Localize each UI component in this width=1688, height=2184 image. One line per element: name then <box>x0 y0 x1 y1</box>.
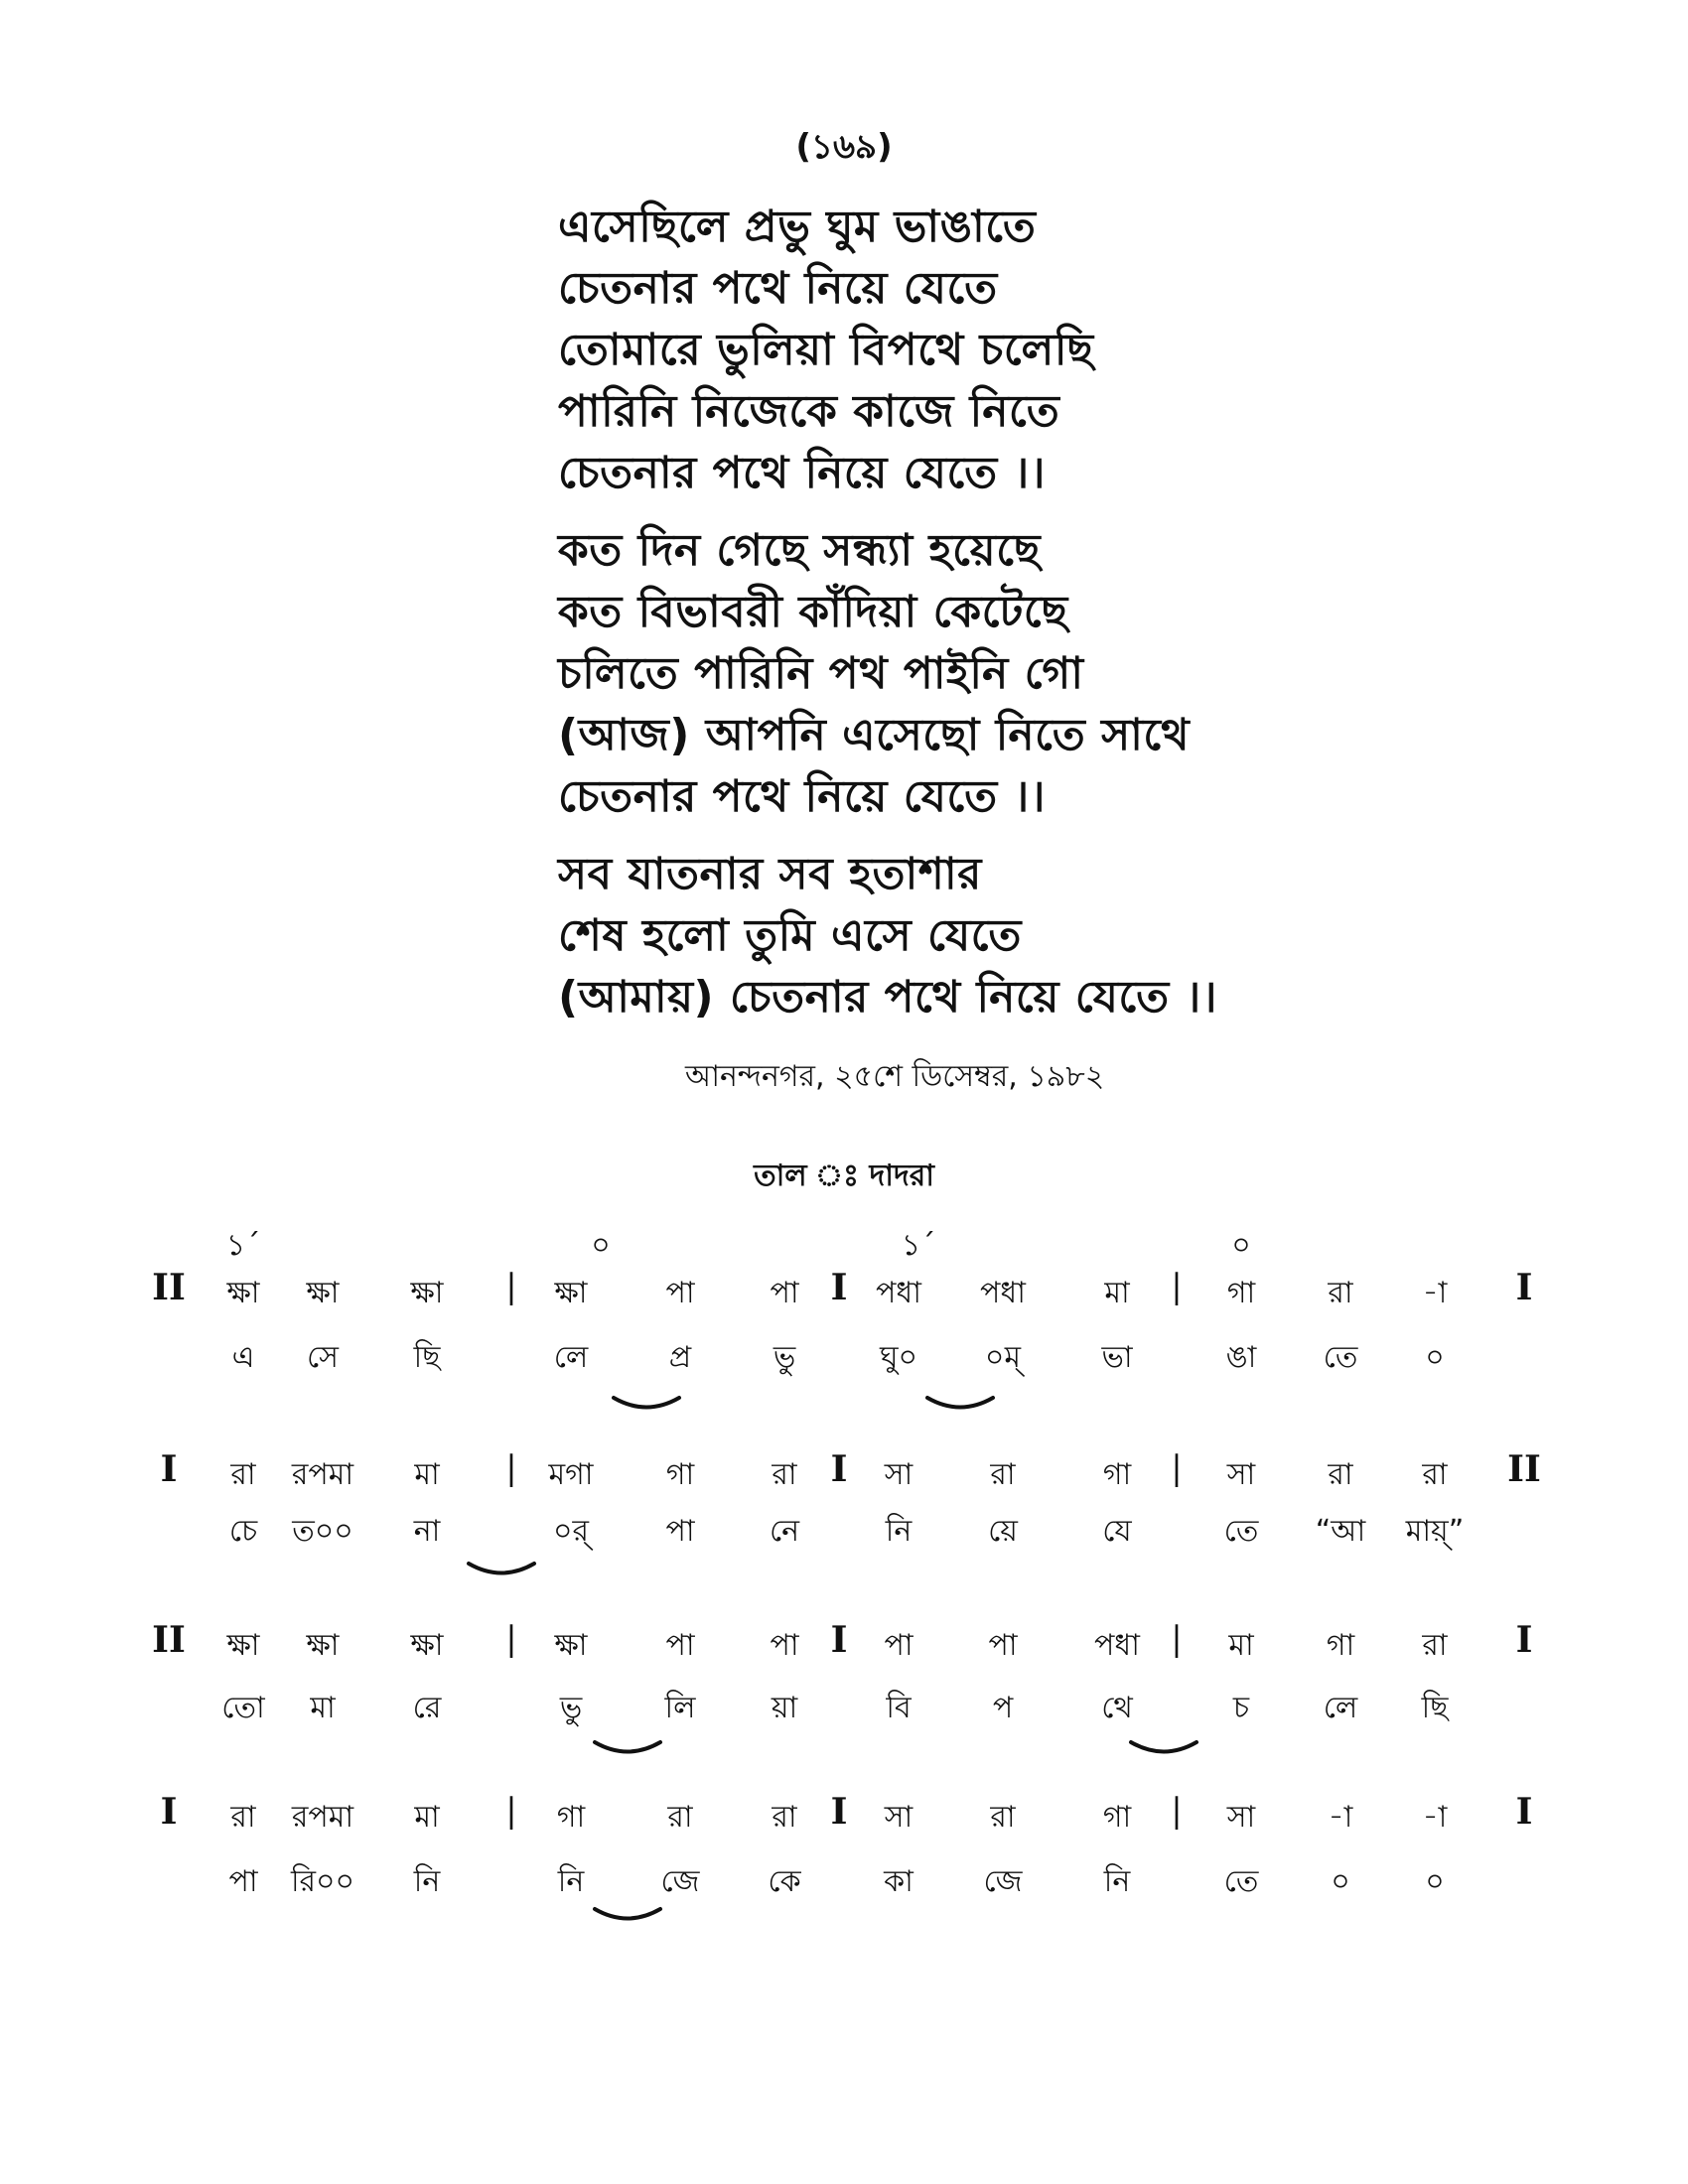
lyric-syllable: পা <box>228 1864 258 1899</box>
lyric-syllable: প্র <box>668 1340 692 1375</box>
note-cell: ক্ষা <box>410 1628 444 1663</box>
lyric-syllable: জে <box>983 1864 1023 1899</box>
page-number: (১৬৯) <box>795 127 893 167</box>
verse-line: চেতনার পথে নিয়ে যেতে ।। <box>558 448 1046 498</box>
note-cell: রা <box>772 1800 797 1835</box>
lyric-syllable: তো <box>221 1691 265 1725</box>
bar-line-start: II <box>152 1619 186 1661</box>
lyric-syllable: তে <box>1223 1864 1259 1899</box>
lyric-syllable: ০র্ <box>552 1514 589 1549</box>
lyric-syllable: চ <box>1232 1691 1250 1725</box>
slur-mark <box>611 1395 682 1415</box>
lyric-syllable: ভা <box>1101 1340 1133 1375</box>
lyric-syllable: ভু <box>773 1340 796 1375</box>
lyric-syllable: কে <box>768 1864 801 1899</box>
verse-line: শেষ হলো তুমি এসে যেতে <box>558 910 1022 961</box>
slur-mark <box>592 1906 663 1926</box>
lyric-syllable: ভু <box>559 1691 583 1725</box>
note-cell: রা <box>1328 1457 1353 1492</box>
note-cell: ক্ষা <box>554 1628 588 1663</box>
lyric-syllable: থে <box>1101 1691 1133 1725</box>
note-cell: রা <box>1328 1276 1353 1310</box>
note-cell: রা <box>990 1457 1016 1492</box>
note-cell: পা <box>770 1276 799 1310</box>
bar-line-end: II <box>1507 1448 1541 1490</box>
verse-line: (আজ) আপনি এসেছো নিতে সাথে <box>558 710 1191 760</box>
note-cell: মা <box>414 1457 440 1492</box>
note-cell: গা <box>1326 1628 1355 1663</box>
lyric-syllable: চে <box>228 1514 258 1549</box>
note-cell: মা <box>1104 1276 1130 1310</box>
slur-mark <box>466 1561 537 1580</box>
note-cell: মা <box>414 1800 440 1835</box>
bar-line: | <box>505 1619 517 1659</box>
lyric-syllable: না <box>413 1514 441 1549</box>
note-cell: গা <box>1102 1800 1132 1835</box>
verse-line: কত দিন গেছে সন্ধ্যা হয়েছে <box>558 525 1042 576</box>
note-cell: রপমা <box>291 1800 354 1835</box>
lyric-syllable: কা <box>884 1864 914 1899</box>
lyric-syllable: মায়্” <box>1405 1514 1465 1549</box>
lyric-syllable: লে <box>1323 1691 1358 1725</box>
bar-line: | <box>505 1791 517 1831</box>
verse-line: এসেছিলে প্রভু ঘুম ভাঙাতে <box>558 202 1037 252</box>
note-cell: রা <box>990 1800 1016 1835</box>
lyric-syllable: এ <box>231 1340 255 1375</box>
lyric-syllable: লি <box>664 1691 696 1725</box>
note-cell: সা <box>884 1457 914 1492</box>
note-cell: মা <box>1228 1628 1254 1663</box>
lyric-syllable: নে <box>769 1514 800 1549</box>
lyric-syllable: রি০০ <box>290 1864 355 1899</box>
lyric-syllable: তে <box>1323 1340 1358 1375</box>
lyric-syllable: ঙা <box>1225 1340 1257 1375</box>
lyric-syllable: পা <box>665 1514 695 1549</box>
note-cell: রপমা <box>291 1457 354 1492</box>
slur-mark <box>592 1739 663 1759</box>
note-cell: পা <box>665 1628 695 1663</box>
lyric-syllable: লে <box>553 1340 589 1375</box>
taal-heading: তাল ঃ দাদরা <box>754 1159 934 1193</box>
verse-line: পারিনি নিজেকে কাজে নিতে <box>558 386 1060 437</box>
slur-mark <box>924 1395 996 1415</box>
lyric-syllable: ০ম্ <box>984 1340 1022 1375</box>
bar-line-end: I <box>1515 1619 1533 1661</box>
beat-mark: ০ <box>1231 1228 1251 1263</box>
note-cell: -া <box>1422 1276 1448 1310</box>
bar-line-end: I <box>1515 1791 1533 1833</box>
lyric-syllable: নি <box>885 1514 913 1549</box>
stanza-1 <box>558 197 1094 504</box>
lyric-syllable: প <box>992 1691 1014 1725</box>
lyric-syllable: বি <box>886 1691 912 1725</box>
beat-mark: ১´ <box>901 1228 936 1263</box>
bar-line: | <box>1171 1619 1183 1659</box>
stanza-3 <box>558 844 1217 1028</box>
lyric-syllable: “আ <box>1315 1514 1366 1549</box>
note-cell: পধা <box>980 1276 1026 1310</box>
note-cell: পধা <box>1094 1628 1140 1663</box>
note-cell: গা <box>665 1457 695 1492</box>
note-cell: পধা <box>876 1276 921 1310</box>
beat-mark: ০ <box>591 1228 611 1263</box>
bar-line: I <box>830 1791 848 1833</box>
lyric-syllable: ছি <box>1421 1691 1449 1725</box>
note-cell: ক্ষা <box>554 1276 588 1310</box>
bar-line: I <box>830 1267 848 1308</box>
verse-line: তোমারে ভুলিয়া বিপথে চলেছি <box>558 325 1094 375</box>
bar-line: | <box>1171 1267 1183 1306</box>
note-cell: পা <box>665 1276 695 1310</box>
note-cell: সা <box>1226 1800 1256 1835</box>
lyric-syllable: ঘু০ <box>879 1340 918 1375</box>
beat-mark: ১´ <box>225 1228 261 1263</box>
note-cell: ক্ষা <box>306 1628 340 1663</box>
note-cell: ক্ষা <box>226 1628 260 1663</box>
slur-mark <box>1128 1739 1199 1759</box>
lyric-syllable: য়া <box>771 1691 798 1725</box>
lyric-syllable: রে <box>412 1691 442 1725</box>
note-cell: ক্ষা <box>306 1276 340 1310</box>
verse-line: সব যাতনার সব হতাশার <box>558 849 982 899</box>
note-cell: সা <box>884 1800 914 1835</box>
note-cell: পা <box>770 1628 799 1663</box>
bar-line: | <box>505 1267 517 1306</box>
lyric-syllable: নি <box>413 1864 441 1899</box>
bar-line: | <box>1171 1791 1183 1831</box>
note-cell: ক্ষা <box>226 1276 260 1310</box>
note-cell: -া <box>1422 1800 1448 1835</box>
note-cell: রা <box>667 1800 693 1835</box>
note-cell: রা <box>1422 1628 1448 1663</box>
note-cell: সা <box>1226 1457 1256 1492</box>
lyric-syllable: ছি <box>413 1340 441 1375</box>
note-cell: রা <box>1422 1457 1448 1492</box>
note-cell: -া <box>1328 1800 1353 1835</box>
bar-line-start: I <box>160 1448 178 1490</box>
verse-line: চেতনার পথে নিয়ে যেতে ।। <box>558 771 1046 822</box>
note-cell: গা <box>1226 1276 1256 1310</box>
lyric-syllable: ০ <box>1425 1864 1445 1899</box>
note-cell: গা <box>1102 1457 1132 1492</box>
bar-line: I <box>830 1619 848 1661</box>
note-cell: পা <box>884 1628 914 1663</box>
bar-line: | <box>1171 1448 1183 1488</box>
verse-line: চেতনার পথে নিয়ে যেতে <box>558 263 998 314</box>
verse-line: কত বিভাবরী কাঁদিয়া কেটেছে <box>558 587 1068 637</box>
bar-line-start: I <box>160 1791 178 1833</box>
lyric-syllable: যে <box>1102 1514 1132 1549</box>
note-cell: ক্ষা <box>410 1276 444 1310</box>
bar-line-start: II <box>152 1267 186 1308</box>
lyric-syllable: ত০০ <box>292 1514 353 1549</box>
lyric-syllable: য়ে <box>988 1514 1018 1549</box>
lyric-syllable: সে <box>307 1340 339 1375</box>
note-cell: পা <box>988 1628 1018 1663</box>
note-cell: রা <box>772 1457 797 1492</box>
lyric-syllable: জে <box>660 1864 700 1899</box>
bar-line: I <box>830 1448 848 1490</box>
note-cell: গা <box>556 1800 586 1835</box>
bar-line: | <box>505 1448 517 1488</box>
bar-line-end: I <box>1515 1267 1533 1308</box>
note-cell: রা <box>230 1800 256 1835</box>
lyric-syllable: নি <box>1103 1864 1131 1899</box>
verse-line: (আমায়) চেতনার পথে নিয়ে যেতে ।। <box>558 972 1217 1023</box>
lyric-syllable: তে <box>1223 1514 1259 1549</box>
lyric-syllable: ০ <box>1425 1340 1445 1375</box>
stanza-2 <box>558 520 1190 828</box>
lyric-syllable: ০ <box>1331 1864 1350 1899</box>
verse-line: চলিতে পারিনি পথ পাইনি গো <box>558 648 1084 699</box>
lyric-syllable: মা <box>310 1691 336 1725</box>
place-date: আনন্দনগর, ২৫শে ডিসেম্বর, ১৯৮২ <box>685 1059 1105 1094</box>
note-cell: রা <box>230 1457 256 1492</box>
lyric-syllable: নি <box>557 1864 585 1899</box>
note-cell: মগা <box>548 1457 594 1492</box>
